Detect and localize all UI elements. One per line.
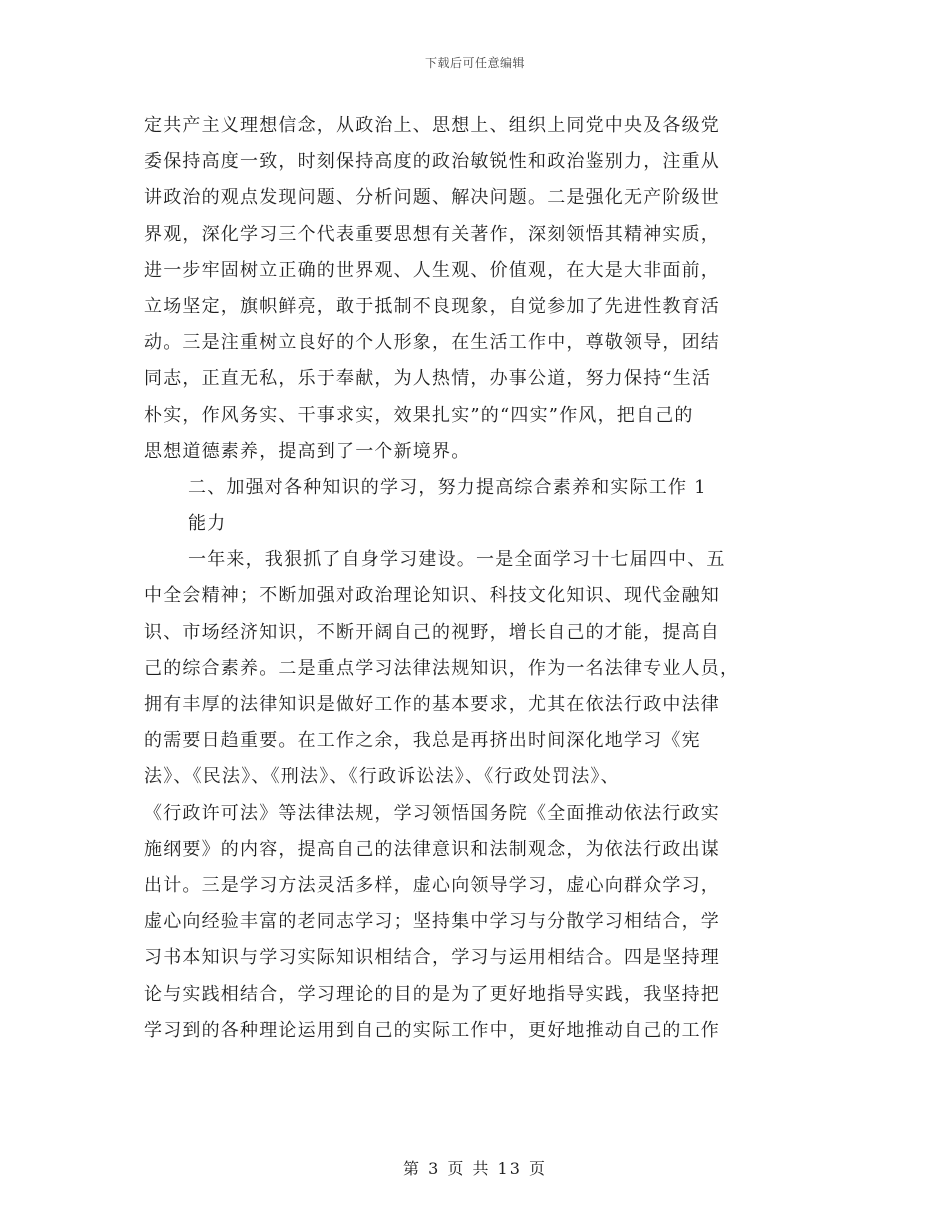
text-line: 委保持高度一致，时刻保持高度的政治敏锐性和政治鉴别力，注重从: [144, 151, 720, 173]
text-line: 定共产主义理想信念，从政治上、思想上、组织上同党中央及各级党: [144, 115, 720, 136]
text-line: 拥有丰厚的法律知识是做好工作的基本要求，尤其在依法行政中法律: [144, 694, 720, 715]
text-line: 的需要日趋重要。在工作之余，我总是再挤出时间深化地学习《宪: [144, 730, 701, 752]
text-line: 学习到的各种理论运用到自己的实际工作中，更好地推动自己的工作: [144, 1019, 720, 1041]
text-line: 界观，深化学习三个代表重要思想有关著作，深刻领悟其精神实质，: [144, 223, 720, 245]
text-line: 习书本知识与学习实际知识相结合，学习与运用相结合。四是坚持理: [144, 947, 720, 969]
page-number: 第 3 页 共 13 页: [403, 1159, 547, 1178]
text-line: 法》、《民法》、《刑法》、《行政诉讼法》、《行政处罚法》、: [144, 766, 620, 788]
body-text: [144, 108, 812, 1049]
text-line: 己的综合素养。二是重点学习法律法规知识，作为一名法律专业人员，: [144, 657, 740, 679]
section-heading: 二、加强对各种知识的学习，努力提高综合素养和实际工作 1: [188, 476, 707, 498]
text-line: 朴实，作风务实、干事求实，效果扎实”的“四实”作风，把自己的: [144, 404, 694, 426]
section-heading-continuation: 能力: [188, 513, 227, 535]
text-line: 《行政许可法》等法律法规，学习领悟国务院《全面推动依法行政实: [144, 802, 720, 824]
text-line: 讲政治的观点发现问题、分析问题、解决问题。二是强化无产阶级世: [144, 187, 720, 209]
header-note: 下载后可任意编辑: [424, 56, 525, 70]
text-line: 动。三是注重树立良好的个人形象，在生活工作中，尊敬领导，团结: [144, 332, 720, 354]
text-line: 思想道德素养，提高到了一个新境界。: [144, 440, 471, 462]
paragraph-first-line: 一年来，我狠抓了自身学习建设。一是全面学习十七届四中、五: [188, 549, 726, 571]
text-line: 同志，正直无私，乐于奉献，为人热情，办事公道，努力保持“生活: [144, 368, 712, 390]
text-line: 论与实践相结合，学习理论的目的是为了更好地指导实践，我坚持把: [144, 983, 720, 1005]
text-line: 出计。三是学习方法灵活多样，虚心向领导学习，虚心向群众学习，: [144, 874, 720, 896]
text-line: 立场坚定，旗帜鲜亮，敢于抵制不良现象，自觉参加了先进性教育活: [144, 295, 720, 317]
text-line: 中全会精神；不断加强对政治理论知识、科技文化知识、现代金融知: [144, 585, 720, 607]
text-line: 施纲要》的内容，提高自己的法律意识和法制观念，为依法行政出谋: [144, 838, 720, 860]
text-line: 进一步牢固树立正确的世界观、人生观、价值观，在大是大非面前，: [144, 259, 720, 281]
text-line: 虚心向经验丰富的老同志学习；坚持集中学习与分散学习相结合，学: [144, 911, 720, 933]
text-line: 识、市场经济知识，不断开阔自己的视野，增长自己的才能，提高自: [144, 621, 720, 643]
